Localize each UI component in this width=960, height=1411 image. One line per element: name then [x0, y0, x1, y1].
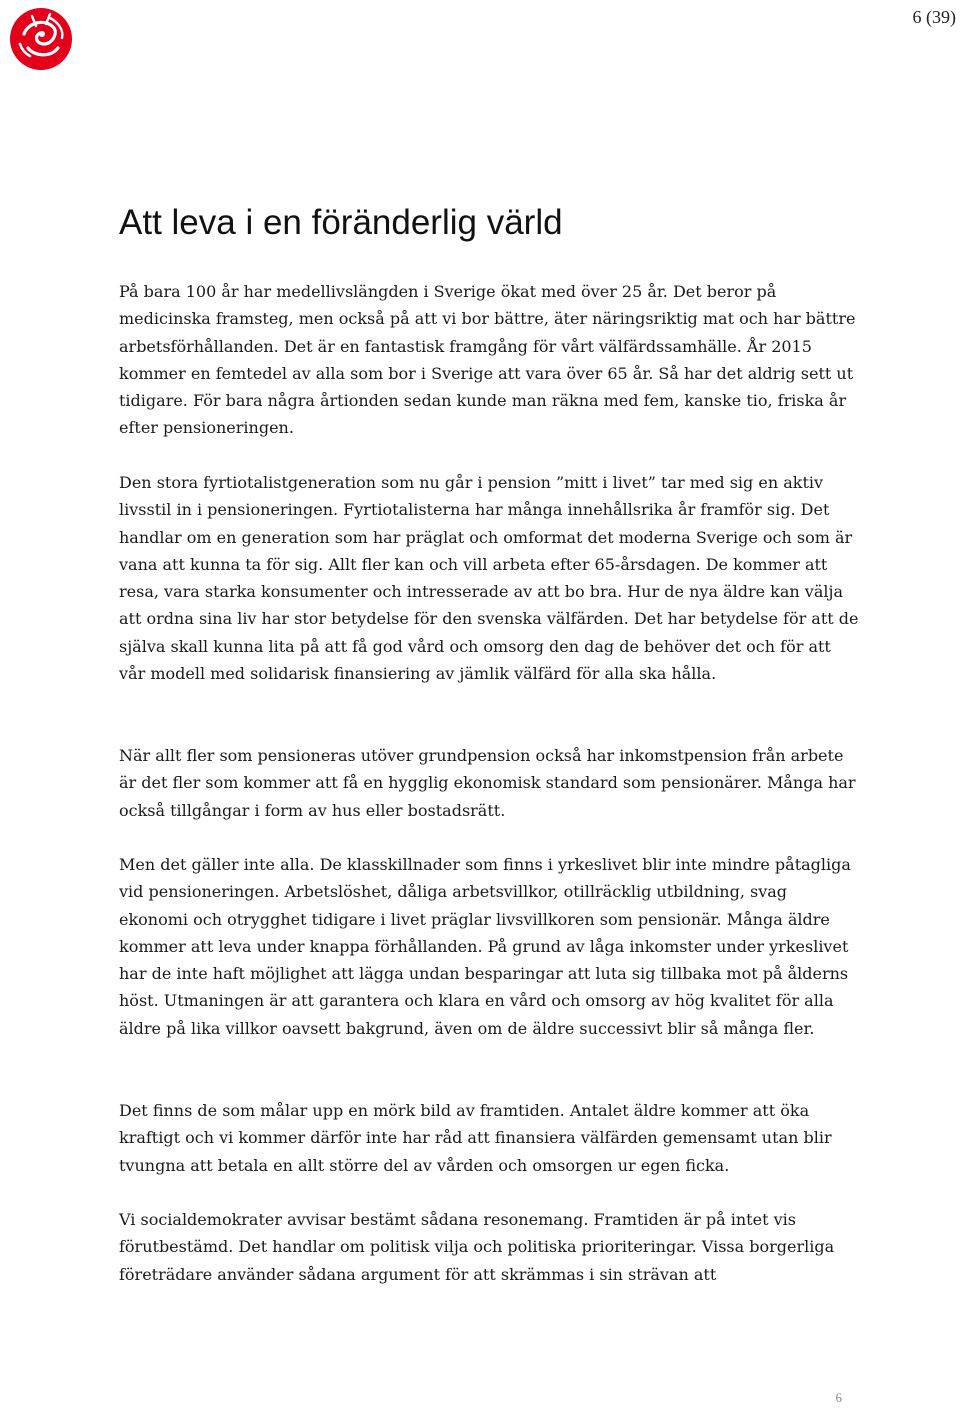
paragraph-3: När allt fler som pensioneras utöver grundpension också har inkomstpension från arbete är det fler som kommer att få en hygglig ekonomisk standard som pensionärer. Många har också tillgångar i form av hus eller bostadsrätt. — [119, 746, 856, 820]
page-counter: 6 (39) — [912, 7, 956, 27]
footer-page-number: 6 — [835, 1390, 842, 1405]
paragraph-2: Den stora fyrtiotalistgeneration som nu går i pension ”mitt i livet” tar med sig en aktiv livsstil in i pensioneringen. Fyrtiotalisterna har många innehållsrika år framför sig. Det handlar om en generation som har präglat och omformat det moderna Sverige och som är vana att kunna ta för sig. Allt fler kan och vill arbeta efter 65-årsdagen. De kommer att resa, vara starka konsumenter och intresserade av att bo bra. Hur de nya äldre kan välja att ordna sina liv har stor betydelse för den svenska välfärden. Det har betydelse för att de själva skall kunna lita på att få god vård och omsorg den dag de behöver det och för att vår modell med solidarisk finansiering av jämlik välfärd för alla ska hålla. — [119, 473, 859, 684]
party-rose-logo — [6, 4, 76, 74]
paragraph-4: Men det gäller inte alla. De klasskillnader som finns i yrkeslivet blir inte mindre påtagliga vid pensioneringen. Arbetslöshet, dåliga arbetsvillkor, otillräcklig utbildning, svag ekonomi och otrygghet tidigare i livet präglar livsvillkoren som pensionär. Många äldre kommer att leva under knappa förhållanden. På grund av låga inkomster under yrkeslivet har de inte haft möjlighet att lägga undan besparingar att luta sig tillbaka mot på ålderns höst. Utmaningen är att garantera och klara en vård och omsorg av hög kvalitet för alla äldre på lika villkor oavsett bakgrund, även om de äldre successivt blir så många fler. — [119, 855, 851, 1038]
paragraph-5: Det finns de som målar upp en mörk bild av framtiden. Antalet äldre kommer att öka kraftigt och vi kommer därför inte har råd att finansiera välfärden gemensamt utan blir tvungna att betala en allt större del av vården och omsorgen ur egen ficka. — [119, 1101, 832, 1175]
page-title: Att leva i en föränderlig värld — [119, 203, 563, 242]
paragraph-6: Vi socialdemokrater avvisar bestämt sådana resonemang. Framtiden är på intet vis förutbestämd. Det handlar om politisk vilja och politiska prioriteringar. Vissa borgerliga företrädare använder sådana argument för att skrämmas i sin strävan att — [119, 1210, 835, 1284]
paragraph-1: På bara 100 år har medellivslängden i Sverige ökat med över 25 år. Det beror på medicinska framsteg, men också på att vi bor bättre, äter näringsriktig mat och har bättre arbetsförhållanden. Det är en fantastisk framgång för vårt välfärdssamhälle. År 2015 kommer en femtedel av alla som bor i Sverige att vara över 65 år. Så har det aldrig sett ut tidigare. För bara några årtionden sedan kunde man räkna med fem, kanske tio, friska år efter pensioneringen. — [119, 282, 856, 438]
rose-icon — [6, 4, 76, 74]
